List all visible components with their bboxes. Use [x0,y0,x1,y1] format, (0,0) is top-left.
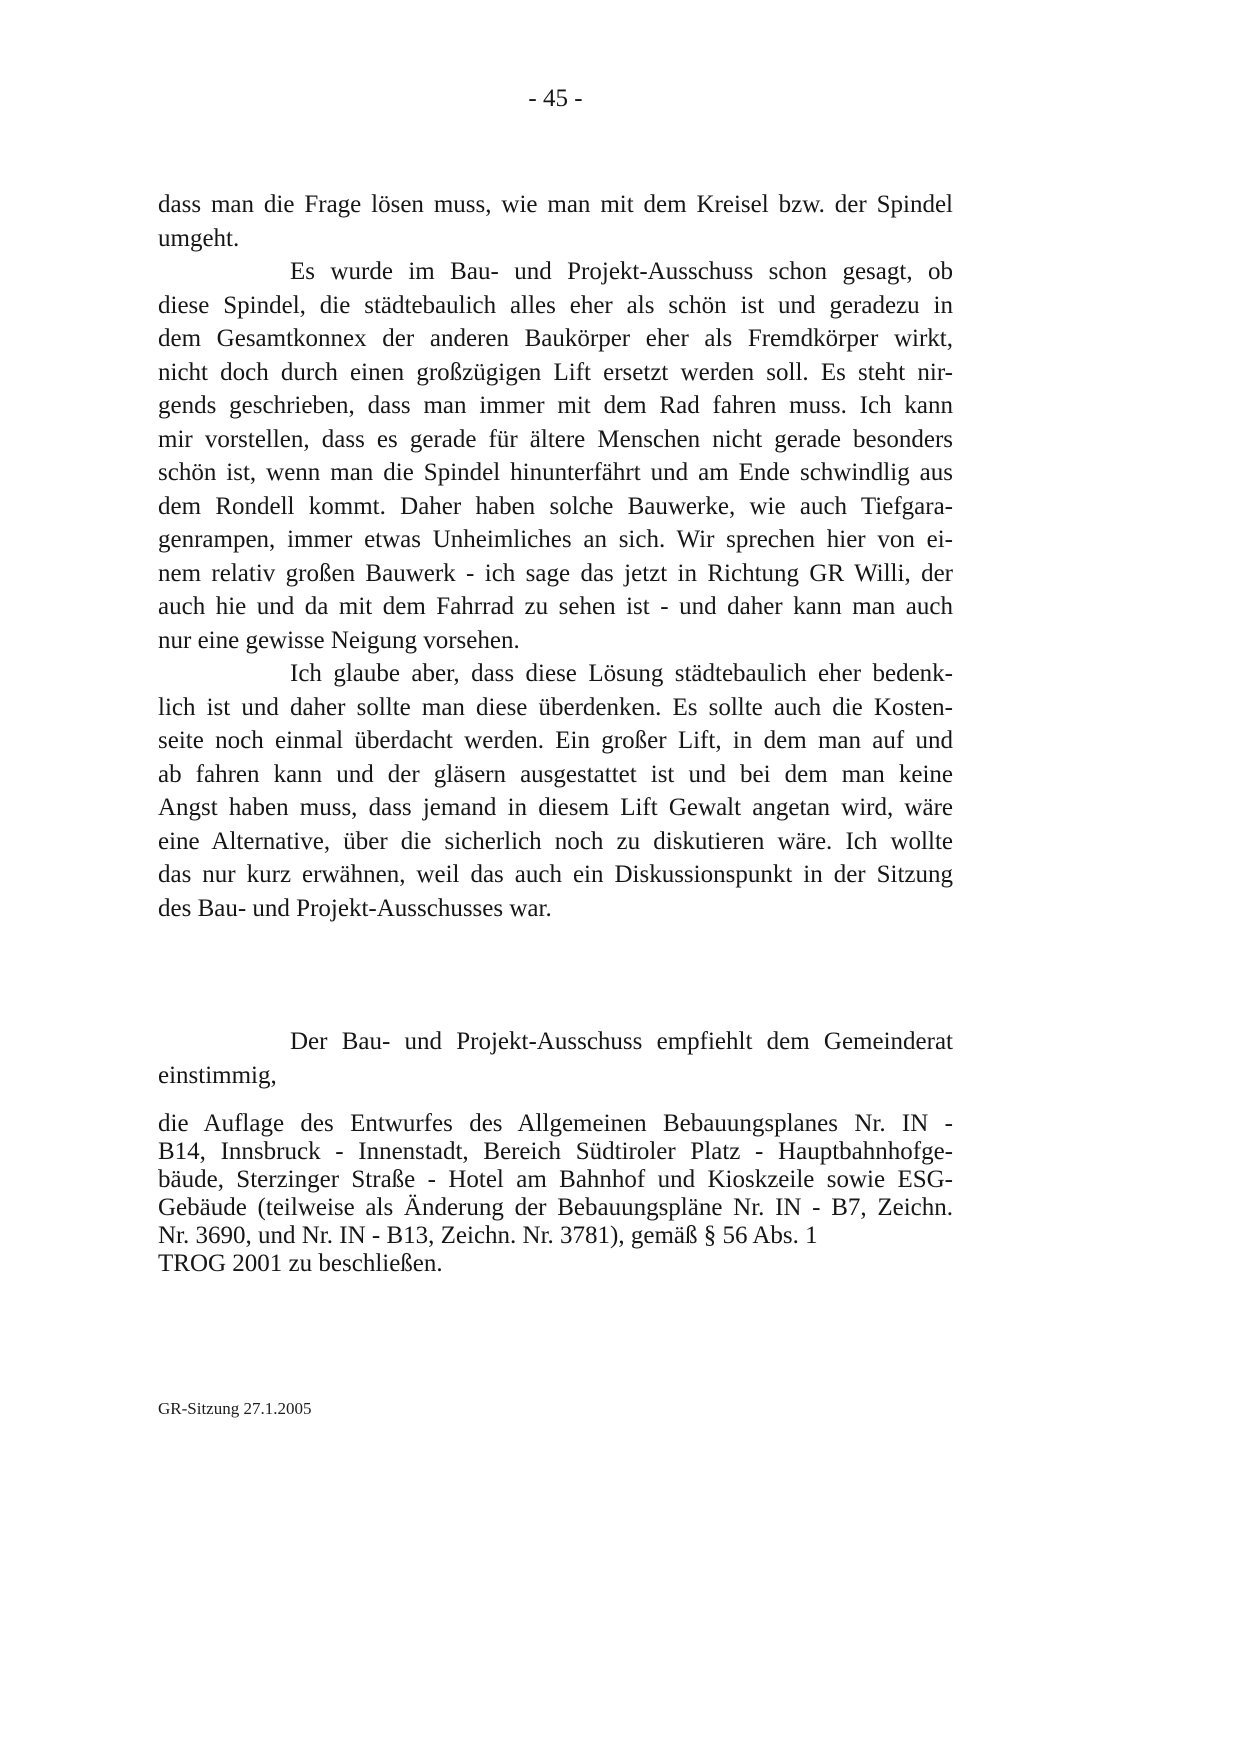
text-line: ab fahren kann und der gläsern ausgestattet ist und bei dem man keine [158,760,953,788]
text-line: umgeht. [158,224,240,252]
text-line: bäude, Sterzinger Straße - Hotel am Bahnhof und Kioskzeile sowie ESG- [158,1166,953,1193]
text-line: Gebäude (teilweise als Änderung der Bebauungspläne Nr. IN - B7, Zeichn. [158,1194,953,1221]
text-line: Nr. 3690, und Nr. IN - B13, Zeichn. Nr. 3781), gemäß § 56 Abs. 1 [158,1222,818,1249]
text-line: genrampen, immer etwas Unheimliches an sich. Wir sprechen hier von ei- [158,526,953,553]
text-line: lich ist und daher sollte man diese überdenken. Es sollte auch die Kosten- [158,693,953,721]
text-line: schön ist, wenn man die Spindel hinunterfährt und am Ende schwindlig aus [158,459,953,486]
paragraph-recommendation [158,1025,953,1092]
paragraph-1 [158,188,953,255]
text-line: dass man die Frage lösen muss, wie man mit dem Kreisel bzw. der Spindel [158,191,953,218]
text-line: die Auflage des Entwurfes des Allgemeinen Bebauungsplanes Nr. IN - [158,1110,953,1137]
text-line: gends geschrieben, dass man immer mit dem Rad fahren muss. Ich kann [158,392,953,419]
text-line: nem relativ großen Bauwerk - ich sage das jetzt in Richtung GR Willi, der [158,559,953,587]
page-number: - 45 - [528,85,583,112]
text-line: einstimmig, [158,1061,277,1089]
text-line: dem Gesamtkonnex der anderen Baukörper eher als Fremdkörper wirkt, [158,325,953,352]
paragraph-resolution [158,1110,953,1278]
text-line: TROG 2001 zu beschließen. [158,1250,443,1277]
text-line: des Bau- und Projekt-Ausschusses war. [158,894,552,922]
document-body [158,188,953,1278]
paragraph-2 [158,255,953,657]
paragraph-3 [158,657,953,925]
text-line: Es wurde im Bau- und Projekt-Ausschuss schon gesagt, ob [290,258,953,285]
text-line: Der Bau- und Projekt-Ausschuss empfiehlt dem Gemeinderat [290,1028,953,1055]
text-line: dem Rondell kommt. Daher haben solche Bauwerke, wie auch Tiefgara- [158,492,953,520]
text-line: B14, Innsbruck - Innenstadt, Bereich Südtiroler Platz - Hauptbahnhofge- [158,1138,953,1165]
text-line: diese Spindel, die städtebaulich alles eher als schön ist und geradezu in [158,291,953,319]
text-line: eine Alternative, über die sicherlich noch zu diskutieren wäre. Ich wollte [158,827,953,855]
footer-session-label: GR-Sitzung 27.1.2005 [158,1399,312,1418]
text-line: auch hie und da mit dem Fahrrad zu sehen ist - und daher kann man auch [158,593,953,620]
text-line: Ich glaube aber, dass diese Lösung städtebaulich eher bedenk- [290,660,953,687]
text-line: seite noch einmal überdacht werden. Ein großer Lift, in dem man auf und [158,727,953,754]
text-line: nicht doch durch einen großzügigen Lift ersetzt werden soll. Es steht nir- [158,358,953,386]
text-line: Angst haben muss, dass jemand in diesem Lift Gewalt angetan wird, wäre [158,794,953,821]
text-line: das nur kurz erwähnen, weil das auch ein Diskussionspunkt in der Sitzung [158,861,953,888]
text-line: nur eine gewisse Neigung vorsehen. [158,626,520,654]
text-line: mir vorstellen, dass es gerade für ältere Menschen nicht gerade besonders [158,425,953,453]
